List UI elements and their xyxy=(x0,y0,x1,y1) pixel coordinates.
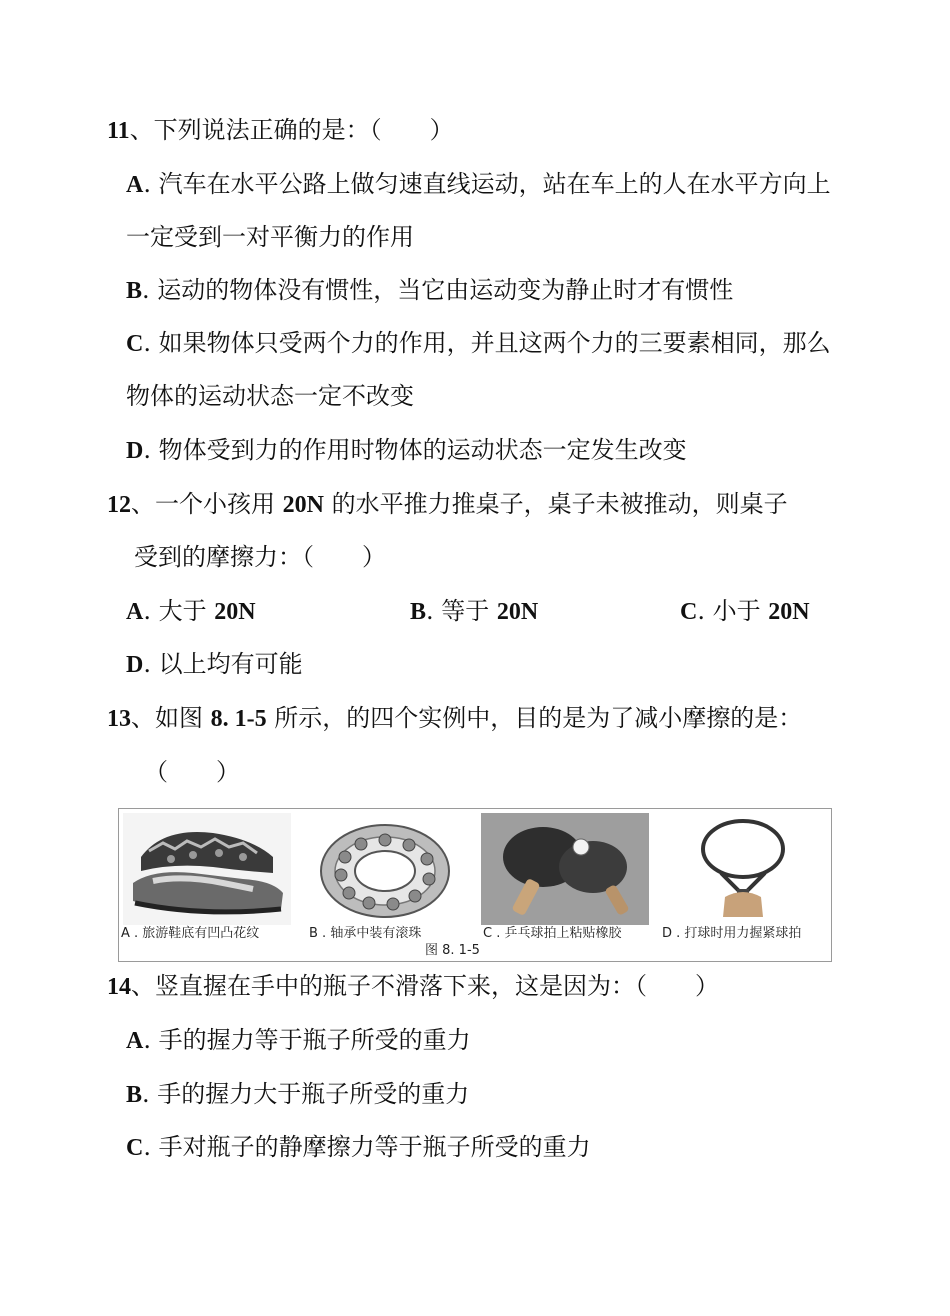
q12-option-c-value: 20N xyxy=(768,599,810,625)
q13-stem-figure-ref: 8. 1-5 xyxy=(210,706,267,732)
q11-option-b-letter: B xyxy=(126,278,143,304)
q11-option-a-cont xyxy=(126,221,414,253)
q12-stem-force: 20N xyxy=(282,492,324,518)
q13-stem-cont xyxy=(144,756,240,788)
q11-option-a-letter: A xyxy=(126,172,144,198)
q11-option-c-text-2: 物体的运动状态一定不改变 xyxy=(126,382,414,410)
q12-option-a xyxy=(126,595,256,628)
paddle-icon xyxy=(481,813,649,925)
q13-stem-pre: 、如图 xyxy=(131,704,211,732)
figure-caption-d: D . 打球时用力握紧球拍 xyxy=(662,926,802,941)
q12-option-a-letter: A xyxy=(126,599,144,625)
q14-option-a-letter: A xyxy=(126,1028,144,1054)
figure-title: 图 8. 1-5 xyxy=(425,943,480,958)
q13-stem-post: 所示，的四个实例中，目的是为了减小摩擦的是： xyxy=(266,704,803,732)
q14-stem-text: 、竖直握在手中的瓶子不滑落下来，这是因为：（ ） xyxy=(131,972,719,1000)
figure-caption-b: B . 轴承中装有滚珠 xyxy=(309,926,422,941)
sneaker-icon xyxy=(123,813,291,925)
q12-stem-pre: 、一个小孩用 xyxy=(131,490,283,518)
figure-8-1-5 xyxy=(118,808,832,962)
q11-stem xyxy=(107,114,454,147)
q11-option-d-letter: D xyxy=(126,438,144,464)
q11-option-b-text: . 运动的物体没有惯性，当它由运动变为静止时才有惯性 xyxy=(142,276,734,304)
q14-option-c-letter: C xyxy=(126,1135,144,1161)
q11-option-c xyxy=(126,327,831,360)
racket-icon xyxy=(659,813,827,925)
q14-stem xyxy=(107,970,719,1003)
q13-stem xyxy=(107,702,802,735)
q12-option-a-value: 20N xyxy=(214,599,256,625)
q11-option-a-text-2: 一定受到一对平衡力的作用 xyxy=(126,223,414,251)
q14-option-b-letter: B xyxy=(126,1082,143,1108)
q12-option-d-text: . 以上均有可能 xyxy=(143,650,303,678)
q11-number: 11 xyxy=(107,118,130,144)
q11-option-d xyxy=(126,434,687,467)
q11-option-b xyxy=(126,274,733,307)
figure-caption-c: C . 乒乓球拍上粘贴橡胶 xyxy=(483,926,622,941)
q12-option-c-letter: C xyxy=(680,599,698,625)
q14-option-b xyxy=(126,1078,469,1111)
q12-option-a-text: . 大于 xyxy=(143,597,215,625)
q14-option-a-text: . 手的握力等于瓶子所受的重力 xyxy=(143,1026,471,1054)
q12-number: 12 xyxy=(107,492,131,518)
q12-option-b-text: . 等于 xyxy=(426,597,497,625)
q12-option-c xyxy=(680,595,810,628)
q12-stem-cont xyxy=(134,541,386,573)
q11-option-d-text: . 物体受到力的作用时物体的运动状态一定发生改变 xyxy=(143,436,687,464)
q11-stem-text: 、下列说法正确的是：（ ） xyxy=(129,116,454,144)
q12-stem xyxy=(107,488,788,521)
q12-option-b xyxy=(410,595,538,628)
q12-stem-post: 的水平推力推桌子，桌子未被推动，则桌子 xyxy=(323,490,788,518)
q11-option-a-text: . 汽车在水平公路上做匀速直线运动，站在车上的人在水平方向上 xyxy=(143,170,831,198)
q11-option-a xyxy=(126,168,831,201)
q12-option-c-text: . 小于 xyxy=(697,597,769,625)
q13-number: 13 xyxy=(107,706,131,732)
q14-option-c xyxy=(126,1131,591,1164)
q12-option-b-letter: B xyxy=(410,599,427,625)
q14-option-c-text: . 手对瓶子的静摩擦力等于瓶子所受的重力 xyxy=(143,1133,591,1161)
bearing-icon xyxy=(301,813,469,925)
q12-option-d-letter: D xyxy=(126,652,144,678)
q13-stem-text-2: （ ） xyxy=(144,758,240,786)
q14-option-b-text: . 手的握力大于瓶子所受的重力 xyxy=(142,1080,470,1108)
q14-number: 14 xyxy=(107,974,131,1000)
q12-stem-text-2: 受到的摩擦力：（ ） xyxy=(134,543,386,571)
q11-option-c-text: . 如果物体只受两个力的作用，并且这两个力的三要素相同，那么 xyxy=(143,329,831,357)
sneaker-image xyxy=(123,813,291,925)
q12-option-b-value: 20N xyxy=(496,599,539,625)
paddle-image xyxy=(481,813,649,925)
q14-option-a xyxy=(126,1024,471,1057)
q11-option-c-letter: C xyxy=(126,331,144,357)
bearing-image xyxy=(301,813,469,925)
q11-option-c-cont xyxy=(126,380,414,412)
figure-caption-a: A . 旅游鞋底有凹凸花纹 xyxy=(121,926,260,941)
racket-image xyxy=(659,813,827,925)
q12-option-d xyxy=(126,648,303,681)
